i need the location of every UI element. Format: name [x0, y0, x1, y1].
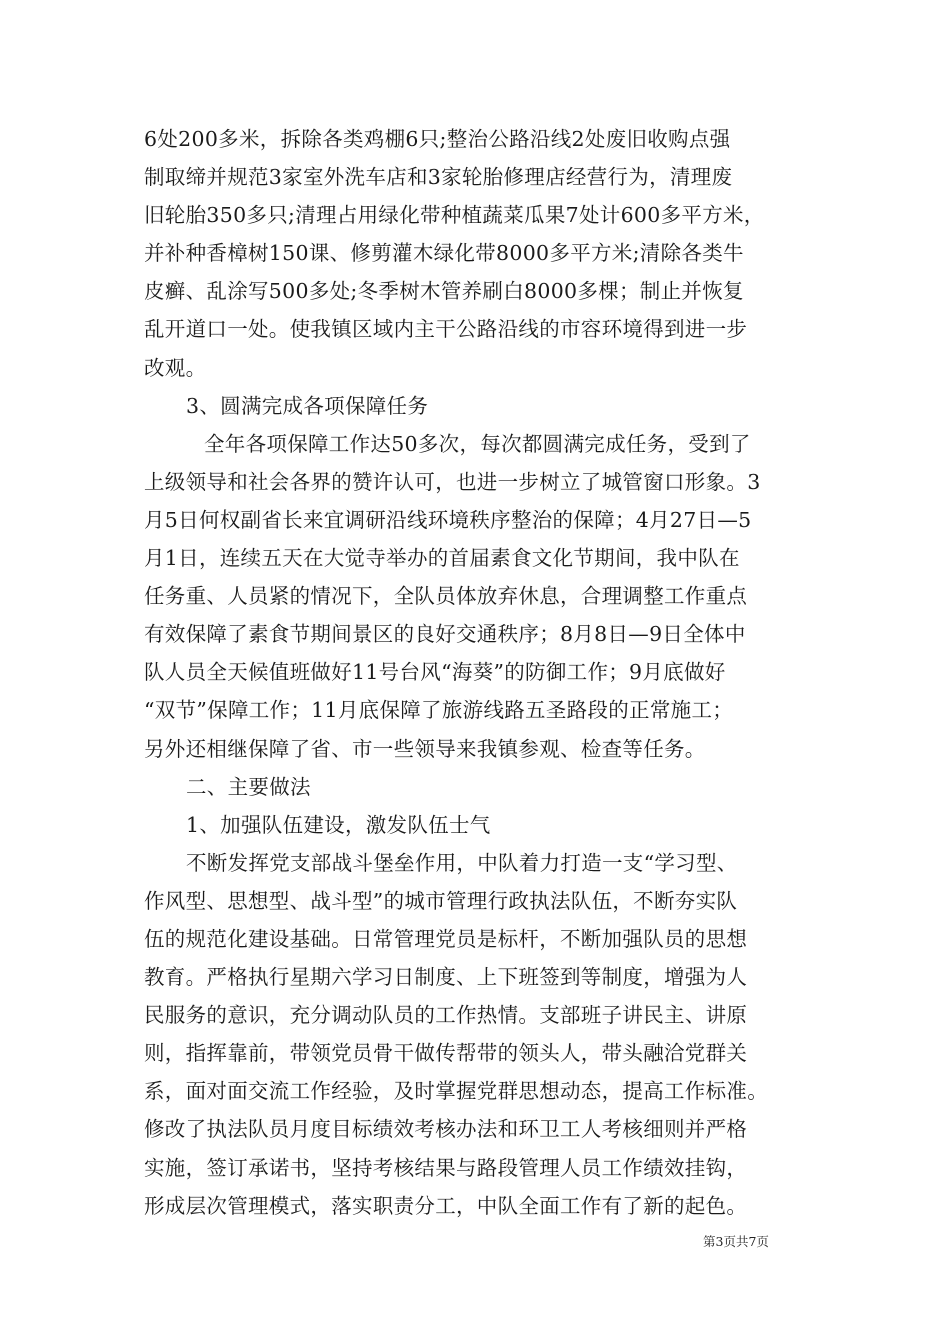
text-line: 教育。严格执行星期六学习日制度、上下班签到等制度，增强为人 — [144, 965, 748, 990]
text-line: 并补种香樟树150课、修剪灌木绿化带8000多平方米;清除各类牛 — [144, 241, 744, 266]
text-line: 3、圆满完成各项保障任务 — [186, 393, 429, 418]
text-line: 制取缔并规范3家室外洗车店和3家轮胎修理店经营行为，清理废 — [144, 165, 733, 190]
text-line: “双节”保障工作；11月底保障了旅游线路五圣路段的正常施工； — [144, 698, 734, 723]
text-line: 不断发挥党支部战斗堡垒作用，中队着力打造一支“学习型、 — [186, 850, 738, 875]
text-line: 旧轮胎350多只;清理占用绿化带种植蔬菜瓜果7处计600多平方米， — [144, 203, 765, 228]
text-line: 作风型、思想型、战斗型”的城市管理行政执法队伍，不断夯实队 — [144, 888, 738, 913]
text-line: 有效保障了素食节期间景区的良好交通秩序；8月8日—9日全体中 — [144, 622, 746, 647]
text-line: 另外还相继保障了省、市一些领导来我镇参观、检查等任务。 — [144, 736, 706, 761]
text-line: 系，面对面交流工作经验，及时掌握党群思想动态，提高工作标准。 — [144, 1079, 768, 1104]
text-line: 则，指挥靠前，带领党员骨干做传帮带的领头人，带头融洽党群关 — [144, 1041, 748, 1066]
text-line: 月5日何权副省长来宜调研沿线环境秩序整治的保障；4月27日—5 — [144, 507, 752, 532]
text-line: 民服务的意识，充分调动队员的工作热情。支部班子讲民主、讲原 — [144, 1003, 748, 1028]
text-line: 实施，签订承诺书，坚持考核结果与路段管理人员工作绩效挂钩， — [144, 1155, 748, 1180]
page-number: 第3页共7页 — [703, 1234, 769, 1249]
text-line: 形成层次管理模式，落实职责分工，中队全面工作有了新的起色。 — [144, 1193, 748, 1218]
text-line: 上级领导和社会各界的赞许认可，也进一步树立了城管窗口形象。3 — [144, 469, 761, 494]
text-line: 任务重、人员紧的情况下，全队员体放弃休息，合理调整工作重点 — [144, 584, 748, 609]
text-line: 全年各项保障工作达50多次，每次都圆满完成任务，受到了 — [204, 431, 751, 456]
text-line: 月1日，连续五天在大觉寺举办的首届素食文化节期间，我中队在 — [144, 546, 740, 571]
text-line: 伍的规范化建设基础。日常管理党员是标杆，不断加强队员的思想 — [144, 926, 748, 951]
text-line: 皮癣、乱涂写500多处;冬季树木管养刷白8000多棵；制止并恢复 — [144, 279, 744, 304]
text-line: 二、主要做法 — [186, 774, 311, 799]
document-body — [144, 120, 808, 1225]
text-line: 队人员全天候值班做好11号台风“海葵”的防御工作；9月底做好 — [144, 660, 726, 685]
text-line: 1、加强队伍建设，激发队伍士气 — [186, 812, 491, 837]
text-line: 6处200多米，拆除各类鸡棚6只;整治公路沿线2处废旧收购点强 — [144, 127, 731, 151]
text-line: 修改了执法队员月度目标绩效考核办法和环卫工人考核细则并严格 — [144, 1117, 748, 1142]
text-line: 改观。 — [144, 355, 207, 380]
text-line: 乱开道口一处。使我镇区域内主干公路沿线的市容环境得到进一步 — [144, 317, 748, 342]
